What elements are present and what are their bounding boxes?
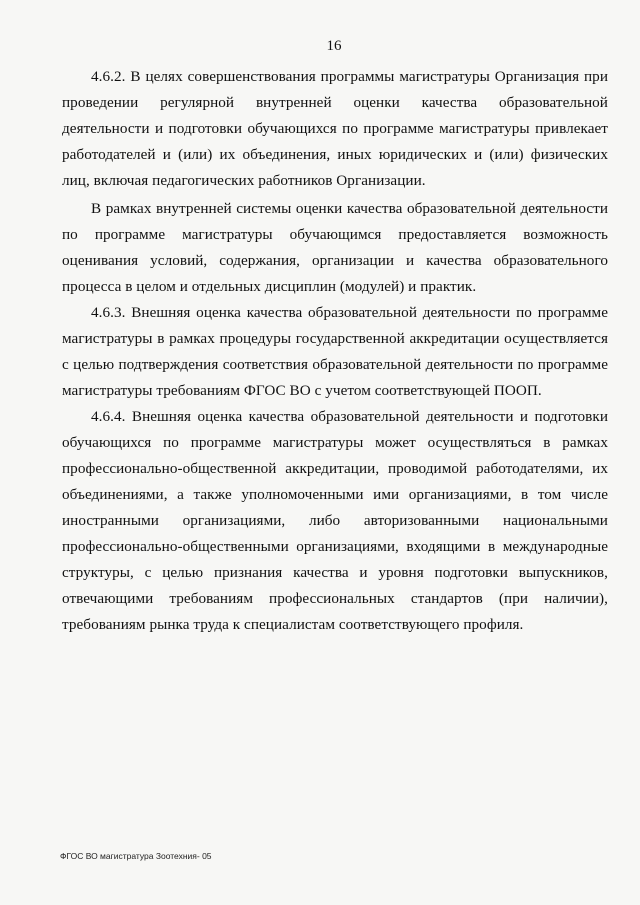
page-number: 16	[326, 38, 342, 54]
paragraph-4-6-2: 4.6.2. В целях совершенствования программы магистратуры Организация при проведении регулярной внутренней оценки качества образовательной деятельности и подготовки обучающихся по программе магистратуры привлекает работодателей и (или) их объединения, иных юридических и (или) физических лиц, включая педагогических работников Организации.	[62, 68, 608, 189]
document-footer: ФГОС ВО магистратура Зоотехния- 05	[60, 851, 212, 861]
document-body	[62, 64, 608, 638]
paragraph-4-6-3: 4.6.3. Внешняя оценка качества образовательной деятельности по программе магистратуры в рамках процедуры государственной аккредитации осуществляется с целью подтверждения соответствия образовательной деятельности по программе магистратуры требованиям ФГОС ВО с учетом соответствующей ПООП.	[62, 304, 608, 399]
paragraph-4-6-4: 4.6.4. Внешняя оценка качества образовательной деятельности и подготовки обучающихся по программе магистратуры может осуществляться в рамках профессионально-общественной аккредитации, проводимой работодателями, их объединениями, а также уполномоченными ими организациями, в том числе иностранными организациями, либо авторизованными национальными профессионально-общественными организациями, входящими в международные структуры, с целью признания качества и уровня подготовки выпускников, отвечающими требованиям профессиональных стандартов (при наличии), требованиям рынка труда к специалистам соответствующего профиля.	[62, 408, 608, 633]
paragraph-internal-assessment: В рамках внутренней системы оценки качества образовательной деятельности по программе магистратуры обучающимся предоставляется возможность оценивания условий, содержания, организации и качества образовательного процесса в целом и отдельных дисциплин (модулей) и практик.	[62, 200, 608, 295]
